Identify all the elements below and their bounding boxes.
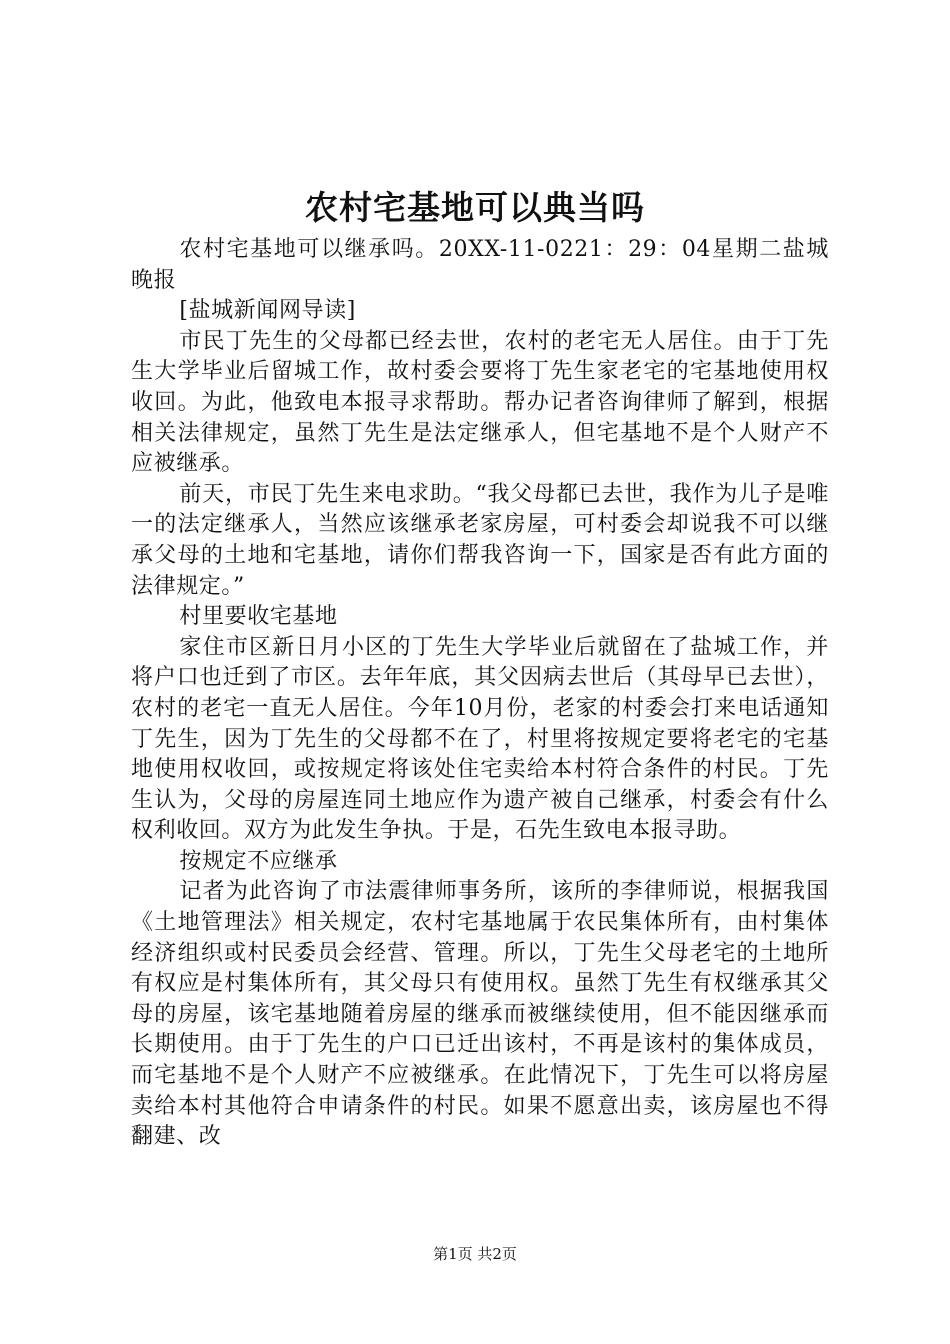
paragraph-dateline: 农村宅基地可以继承吗。20XX-11-0221：29：04星期二盐城晚报 [131, 237, 829, 293]
paragraph-background: 家住市区新日月小区的丁先生大学毕业后就留在了盐城工作，并将户口也迁到了市区。去年年底，其父因病去世后（其母早已去世），农村的老宅一直无人居住。今年10月份，老家的村委会打来电话通知丁先生，因为丁先生的父母都不在了，村里将按规定要将老宅的宅基地使用权收回，或按规定将该处住宅卖给本村符合条件的村民。丁先生认为，父母的房屋连同土地应作为遗产被自己继承，村委会有什么权利收回。双方为此发生争执。于是，石先生致电本报寻助。 [131, 634, 829, 844]
paragraph-quote: 前天，市民丁先生来电求助。“我父母都已去世，我作为儿子是唯一的法定继承人，当然应该继承老家房屋，可村委会却说我不可以继承父母的土地和宅基地，请你们帮我咨询一下，国家是否有此方面的法律规定。” [131, 481, 829, 599]
paragraph-summary: 市民丁先生的父母都已经去世，农村的老宅无人居住。由于丁先生大学毕业后留城工作，故村委会要将丁先生家老宅的宅基地使用权收回。为此，他致电本报寻求帮助。帮办记者咨询律师了解到，根据相关法律规定，虽然丁先生是法定继承人，但宅基地不是个人财产不应被继承。 [131, 328, 829, 477]
document-title: 农村宅基地可以典当吗 [305, 188, 645, 227]
paragraph-lead-label: [盐城新闻网导读] [179, 298, 356, 324]
paragraph-lawyer: 记者为此咨询了市法震律师事务所，该所的李律师说，根据我国《土地管理法》相关规定，农村宅基地属于农民集体所有，由村集体经济组织或村民委员会经营、管理。所以，丁先生父母老宅的土地所有权应是村集体所有，其父母只有使用权。虽然丁先生有权继承其父母的房屋，该宅基地随着房屋的继承而被继续使用，但不能因继承而长期使用。由于丁先生的户口已迁出该村，不再是该村的集体成员，而宅基地不是个人财产不应被继承。在此情况下，丁先生可以将房屋卖给本村其他符合申请条件的村民。如果不愿意出卖，该房屋也不得翻建、改 [131, 879, 829, 1150]
document-body [131, 235, 829, 1153]
section-heading-village: 村里要收宅基地 [179, 604, 338, 630]
page-footer: 第1页 共2页 [433, 1245, 517, 1263]
section-heading-rules: 按规定不应继承 [179, 848, 338, 874]
